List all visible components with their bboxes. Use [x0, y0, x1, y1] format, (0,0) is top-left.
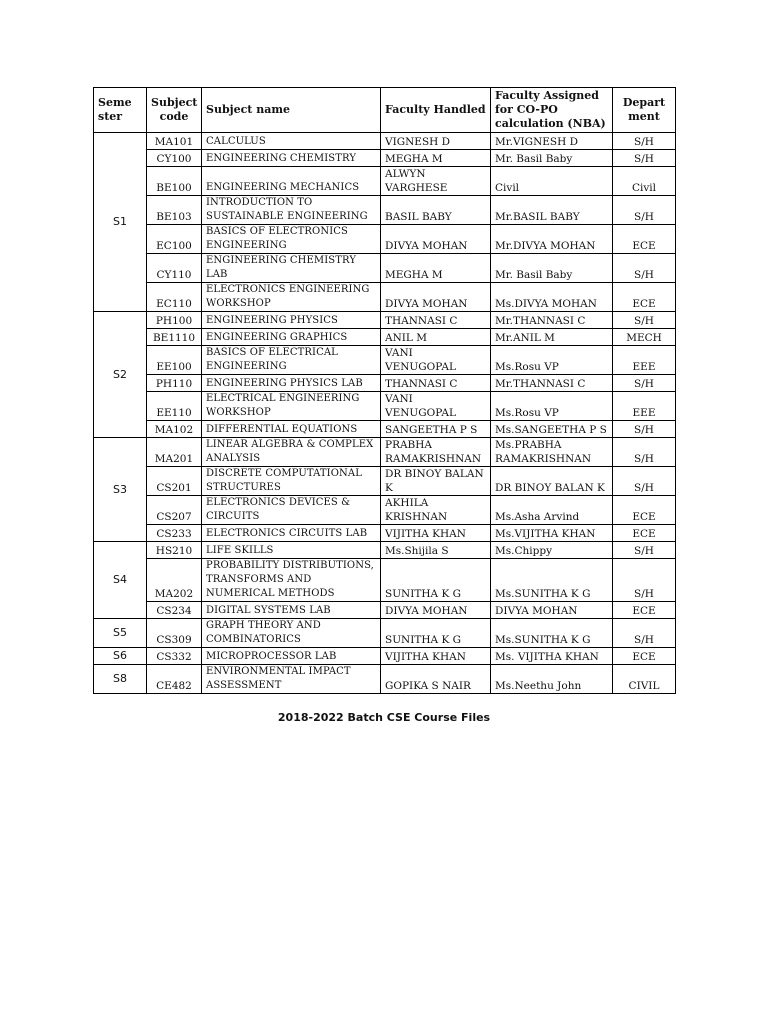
table-row — [94, 542, 676, 559]
faculty-handled-cell: THANNASI C — [381, 312, 491, 329]
faculty-handled-cell: VANI VENUGOPAL — [381, 346, 491, 375]
faculty-assigned-cell: Mr. Basil Baby — [491, 150, 613, 167]
faculty-handled-cell: MEGHA M — [381, 254, 491, 283]
subject-code-cell: CY110 — [147, 254, 202, 283]
table-row — [94, 392, 676, 421]
department-cell: S/H — [613, 619, 676, 648]
subject-name-cell: PROBABILITY DISTRIBUTIONS, TRANSFORMS AND NUMERICAL METHODS — [202, 559, 381, 602]
department-cell: CIVIL — [613, 665, 676, 694]
subject-name-cell: GRAPH THEORY AND COMBINATORICS — [202, 619, 381, 648]
department-cell: ECE — [613, 225, 676, 254]
subject-name-cell: ELECTRONICS ENGINEERING WORKSHOP — [202, 283, 381, 312]
faculty-handled-cell: GOPIKA S NAIR — [381, 665, 491, 694]
subject-name-cell: DIFFERENTIAL EQUATIONS — [202, 421, 381, 438]
department-cell: S/H — [613, 438, 676, 467]
faculty-assigned-cell: Ms.SUNITHA K G — [491, 619, 613, 648]
table-row — [94, 283, 676, 312]
department-cell: ECE — [613, 496, 676, 525]
semester-cell: S4 — [94, 542, 147, 619]
table-row — [94, 196, 676, 225]
department-cell: S/H — [613, 467, 676, 496]
faculty-assigned-cell: Mr.THANNASI C — [491, 312, 613, 329]
faculty-assigned-cell: Mr.DIVYA MOHAN — [491, 225, 613, 254]
faculty-handled-cell: DIVYA MOHAN — [381, 602, 491, 619]
subject-name-cell: ELECTRONICS DEVICES & CIRCUITS — [202, 496, 381, 525]
header-faculty-handled: Faculty Handled — [381, 88, 491, 133]
faculty-handled-cell: ANIL M — [381, 329, 491, 346]
department-cell: ECE — [613, 602, 676, 619]
faculty-handled-cell: VIJITHA KHAN — [381, 648, 491, 665]
subject-code-cell: MA202 — [147, 559, 202, 602]
semester-cell: S5 — [94, 619, 147, 648]
subject-name-cell: DIGITAL SYSTEMS LAB — [202, 602, 381, 619]
subject-code-cell: BE1110 — [147, 329, 202, 346]
subject-name-cell: ENGINEERING PHYSICS LAB — [202, 375, 381, 392]
subject-name-cell: CALCULUS — [202, 133, 381, 150]
faculty-handled-cell: SUNITHA K G — [381, 559, 491, 602]
department-cell: S/H — [613, 559, 676, 602]
subject-code-cell: CE482 — [147, 665, 202, 694]
faculty-assigned-cell: Mr.ANIL M — [491, 329, 613, 346]
subject-name-cell: BASICS OF ELECTRICAL ENGINEERING — [202, 346, 381, 375]
subject-code-cell: MA102 — [147, 421, 202, 438]
subject-code-cell: CS309 — [147, 619, 202, 648]
subject-code-cell: EE100 — [147, 346, 202, 375]
document-caption: 2018-2022 Batch CSE Course Files — [277, 711, 491, 724]
table-row — [94, 648, 676, 665]
faculty-handled-cell: PRABHA RAMAKRISHNAN — [381, 438, 491, 467]
subject-name-cell: BASICS OF ELECTRONICS ENGINEERING — [202, 225, 381, 254]
subject-code-cell: CS201 — [147, 467, 202, 496]
faculty-assigned-cell: Ms.SANGEETHA P S — [491, 421, 613, 438]
department-cell: S/H — [613, 133, 676, 150]
department-cell: S/H — [613, 542, 676, 559]
faculty-handled-cell: BASIL BABY — [381, 196, 491, 225]
table-row — [94, 421, 676, 438]
subject-code-cell: CS234 — [147, 602, 202, 619]
subject-name-cell: ENGINEERING CHEMISTRY LAB — [202, 254, 381, 283]
subject-name-cell: ENGINEERING GRAPHICS — [202, 329, 381, 346]
header-subject-code: Subject code — [147, 88, 202, 133]
faculty-assigned-cell: Civil — [491, 167, 613, 196]
department-cell: S/H — [613, 312, 676, 329]
faculty-assigned-cell: Mr.BASIL BABY — [491, 196, 613, 225]
header-subject-name: Subject name — [202, 88, 381, 133]
faculty-assigned-cell: Ms.DIVYA MOHAN — [491, 283, 613, 312]
subject-name-cell: ENGINEERING PHYSICS — [202, 312, 381, 329]
table-row — [94, 375, 676, 392]
table-row — [94, 167, 676, 196]
faculty-handled-cell: ALWYN VARGHESE — [381, 167, 491, 196]
faculty-handled-cell: SANGEETHA P S — [381, 421, 491, 438]
faculty-assigned-cell: Ms. VIJITHA KHAN — [491, 648, 613, 665]
faculty-assigned-cell: Ms.Rosu VP — [491, 392, 613, 421]
subject-name-cell: ENGINEERING CHEMISTRY — [202, 150, 381, 167]
faculty-handled-cell: MEGHA M — [381, 150, 491, 167]
semester-cell: S6 — [94, 648, 147, 665]
header-row — [94, 88, 676, 133]
faculty-handled-cell: AKHILA KRISHNAN — [381, 496, 491, 525]
faculty-handled-cell: VANI VENUGOPAL — [381, 392, 491, 421]
department-cell: S/H — [613, 375, 676, 392]
subject-code-cell: CS233 — [147, 525, 202, 542]
table-row — [94, 525, 676, 542]
faculty-handled-cell: DR BINOY BALAN K — [381, 467, 491, 496]
table-row — [94, 438, 676, 467]
subject-name-cell: DISCRETE COMPUTATIONAL STRUCTURES — [202, 467, 381, 496]
semester-cell: S3 — [94, 438, 147, 542]
department-cell: MECH — [613, 329, 676, 346]
department-cell: S/H — [613, 196, 676, 225]
subject-name-cell: LINEAR ALGEBRA & COMPLEX ANALYSIS — [202, 438, 381, 467]
faculty-handled-cell: SUNITHA K G — [381, 619, 491, 648]
subject-code-cell: MA201 — [147, 438, 202, 467]
table-row — [94, 150, 676, 167]
subject-name-cell: INTRODUCTION TO SUSTAINABLE ENGINEERING — [202, 196, 381, 225]
faculty-handled-cell: Ms.Shijila S — [381, 542, 491, 559]
faculty-assigned-cell: Mr.THANNASI C — [491, 375, 613, 392]
table-row — [94, 496, 676, 525]
semester-cell: S2 — [94, 312, 147, 438]
faculty-assigned-cell: Ms.VIJITHA KHAN — [491, 525, 613, 542]
faculty-handled-cell: VIJITHA KHAN — [381, 525, 491, 542]
subject-code-cell: BE100 — [147, 167, 202, 196]
department-cell: ECE — [613, 648, 676, 665]
subject-code-cell: PH110 — [147, 375, 202, 392]
subject-name-cell: MICROPROCESSOR LAB — [202, 648, 381, 665]
subject-code-cell: HS210 — [147, 542, 202, 559]
faculty-handled-cell: DIVYA MOHAN — [381, 283, 491, 312]
table-body — [94, 133, 676, 694]
faculty-assigned-cell: DR BINOY BALAN K — [491, 467, 613, 496]
subject-name-cell: ENVIRONMENTAL IMPACT ASSESSMENT — [202, 665, 381, 694]
table-row — [94, 312, 676, 329]
header-department: Depart ment — [613, 88, 676, 133]
subject-code-cell: EE110 — [147, 392, 202, 421]
subject-name-cell: ENGINEERING MECHANICS — [202, 167, 381, 196]
department-cell: EEE — [613, 346, 676, 375]
faculty-handled-cell: VIGNESH D — [381, 133, 491, 150]
table-row — [94, 602, 676, 619]
subject-code-cell: CY100 — [147, 150, 202, 167]
faculty-assigned-cell: Mr.VIGNESH D — [491, 133, 613, 150]
table-row — [94, 254, 676, 283]
subject-code-cell: CS332 — [147, 648, 202, 665]
subject-code-cell: PH100 — [147, 312, 202, 329]
faculty-assigned-cell: Ms.SUNITHA K G — [491, 559, 613, 602]
table-row — [94, 619, 676, 648]
faculty-handled-cell: DIVYA MOHAN — [381, 225, 491, 254]
department-cell: EEE — [613, 392, 676, 421]
subject-code-cell: BE103 — [147, 196, 202, 225]
table-row — [94, 559, 676, 602]
subject-name-cell: LIFE SKILLS — [202, 542, 381, 559]
semester-cell: S8 — [94, 665, 147, 694]
table-row — [94, 329, 676, 346]
table-row — [94, 467, 676, 496]
table-row — [94, 665, 676, 694]
department-cell: S/H — [613, 254, 676, 283]
course-files-table — [93, 87, 676, 694]
subject-code-cell: MA101 — [147, 133, 202, 150]
department-cell: ECE — [613, 525, 676, 542]
faculty-assigned-cell: Ms.Asha Arvind — [491, 496, 613, 525]
table-row — [94, 225, 676, 254]
faculty-assigned-cell: Ms.Neethu John — [491, 665, 613, 694]
faculty-handled-cell: THANNASI C — [381, 375, 491, 392]
table-row — [94, 133, 676, 150]
faculty-assigned-cell: Mr. Basil Baby — [491, 254, 613, 283]
department-cell: S/H — [613, 421, 676, 438]
header-faculty-assigned: Faculty Assigned for CO-PO calculation (NBA) — [491, 88, 613, 133]
subject-name-cell: ELECTRICAL ENGINEERING WORKSHOP — [202, 392, 381, 421]
department-cell: ECE — [613, 283, 676, 312]
subject-code-cell: CS207 — [147, 496, 202, 525]
department-cell: Civil — [613, 167, 676, 196]
header-semester: Seme ster — [94, 88, 147, 133]
semester-cell: S1 — [94, 133, 147, 312]
department-cell: S/H — [613, 150, 676, 167]
faculty-assigned-cell: Ms.Rosu VP — [491, 346, 613, 375]
subject-name-cell: ELECTRONICS CIRCUITS LAB — [202, 525, 381, 542]
faculty-assigned-cell: Ms.Chippy — [491, 542, 613, 559]
faculty-assigned-cell: DIVYA MOHAN — [491, 602, 613, 619]
subject-code-cell: EC100 — [147, 225, 202, 254]
subject-code-cell: EC110 — [147, 283, 202, 312]
faculty-assigned-cell: Ms.PRABHA RAMAKRISHNAN — [491, 438, 613, 467]
table-row — [94, 346, 676, 375]
